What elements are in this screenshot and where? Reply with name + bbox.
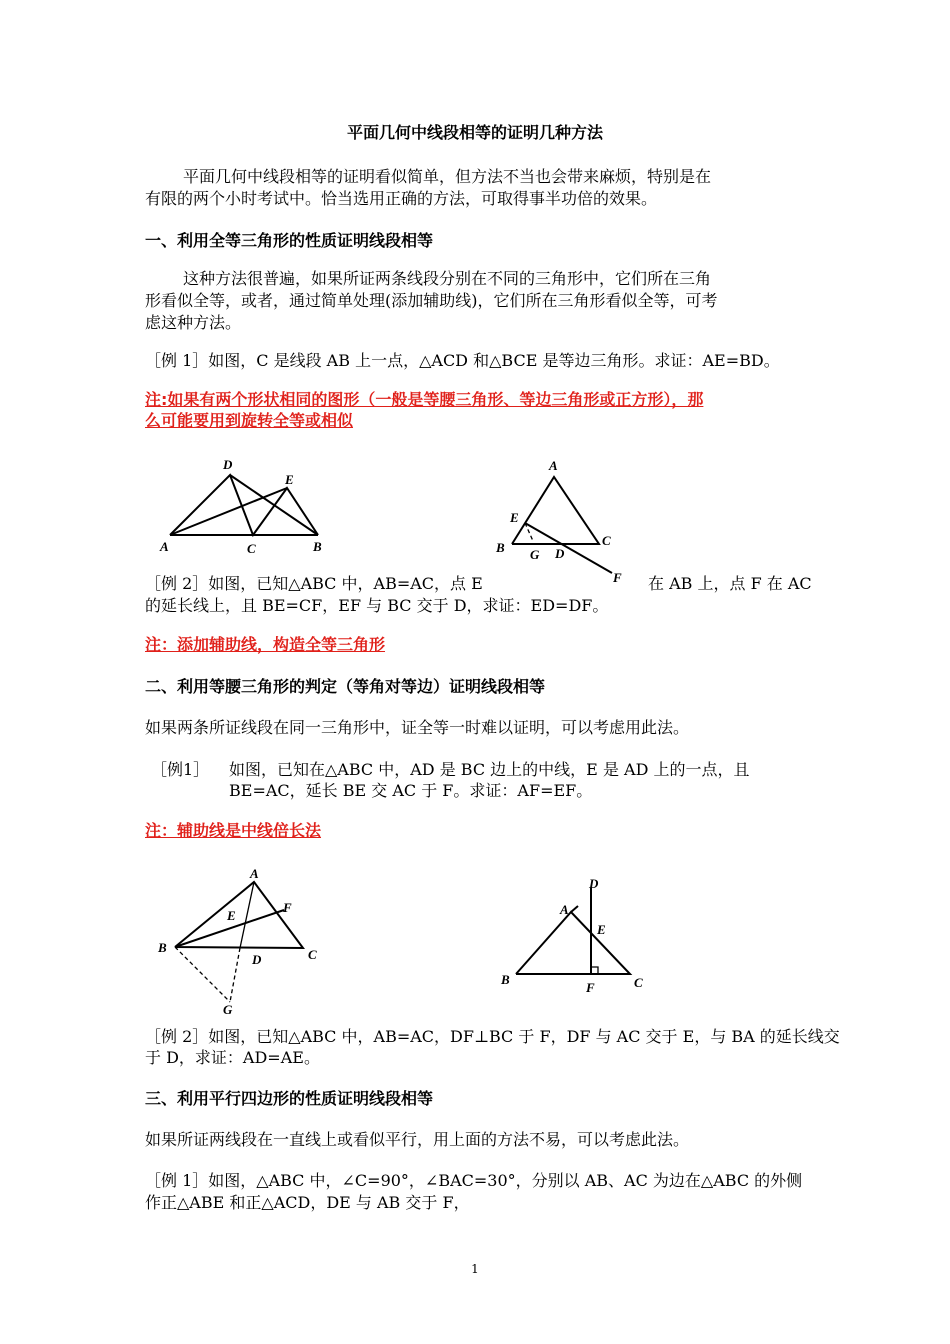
fig2-label-C: C <box>602 533 611 548</box>
fig1-label-E: E <box>285 472 294 487</box>
section-1-note-1-line-1: 注:如果有两个形状相同的图形（一般是等腰三角形、等边三角形或正方形），那 <box>145 390 704 409</box>
section-1-para-2: 形看似全等，或者，通过简单处理(添加辅助线)，它们所在三角形看似全等，可考 <box>145 291 718 310</box>
section-2-example-2-line-2: 于 D，求证：AD=AE。 <box>145 1048 320 1067</box>
fig1-label-A: A <box>160 539 169 554</box>
fig2-label-B: B <box>496 540 505 555</box>
fig3-label-A: A <box>250 866 259 881</box>
intro-line-1: 平面几何中线段相等的证明看似简单，但方法不当也会带来麻烦，特别是在 <box>183 167 712 186</box>
fig3-label-B: B <box>158 940 167 955</box>
section-2-example-1-line-1: 如图，已知在△ABC 中，AD 是 BC 边上的中线，E 是 AD 上的一点，且 <box>229 760 750 779</box>
fig1-label-C: C <box>247 541 256 556</box>
section-1-example-2-line-2: 的延长线上，且 BE=CF，EF 与 BC 交于 D，求证：ED=DF。 <box>145 596 609 615</box>
section-1-example-2-part-1: ［例 2］如图，已知△ABC 中，AB=AC，点 E <box>145 574 483 593</box>
section-2-example-2-line-1: ［例 2］如图，已知△ABC 中，AB=AC，DF⊥BC 于 F，DF 与 AC 交于 E，与 BA 的延长线交 <box>145 1027 840 1046</box>
section-2-para: 如果两条所证线段在同一三角形中，证全等一时难以证明，可以考虑用此法。 <box>145 718 690 737</box>
section-3-example-1-line-2: 作正△ABE 和正△ACD，DE 与 AB 交于 F， <box>145 1193 470 1212</box>
section-3-para: 如果所证两线段在一直线上或看似平行，用上面的方法不易，可以考虑此法。 <box>145 1130 690 1149</box>
fig4-label-D: D <box>589 876 599 891</box>
figure-4-diagram <box>498 872 658 997</box>
section-2-example-1-label: ［例1］ <box>151 760 210 779</box>
figure-2-diagram <box>492 455 632 585</box>
fig2-label-D: D <box>555 546 565 561</box>
section-1-heading: 一、利用全等三角形的性质证明线段相等 <box>145 231 434 250</box>
fig4-label-E: E <box>597 922 606 937</box>
fig2-label-F: F <box>613 570 622 585</box>
fig3-label-E: E <box>227 908 236 923</box>
section-2-note: 注：辅助线是中线倍长法 <box>145 821 322 840</box>
section-2-example-1-line-2: BE=AC，延长 BE 交 AC 于 F。求证：AF=EF。 <box>229 781 593 800</box>
intro-line-2: 有限的两个小时考试中。恰当选用正确的方法，可取得事半功倍的效果。 <box>145 189 658 208</box>
section-1-note-1-line-2: 么可能要用到旋转全等或相似 <box>145 411 354 430</box>
section-2-heading: 二、利用等腰三角形的判定（等角对等边）证明线段相等 <box>145 677 546 696</box>
fig4-label-C: C <box>634 975 643 990</box>
fig4-label-B: B <box>501 972 510 987</box>
figure-1-diagram <box>155 455 335 555</box>
section-1-note-2: 注：添加辅助线，构造全等三角形 <box>145 635 386 654</box>
figure-3-diagram <box>150 862 340 1017</box>
fig2-label-A: A <box>549 458 558 473</box>
fig4-label-F: F <box>586 980 595 995</box>
fig3-label-C: C <box>308 947 317 962</box>
page-title: 平面几何中线段相等的证明几种方法 <box>346 123 603 142</box>
page-number: 1 <box>471 1262 479 1276</box>
fig3-label-G: G <box>223 1002 233 1017</box>
section-1-example-1: ［例 1］如图，C 是线段 AB 上一点，△ACD 和△BCE 是等边三角形。求证：AE=BD。 <box>145 351 780 370</box>
fig3-label-F: F <box>283 900 292 915</box>
fig2-label-E: E <box>510 510 519 525</box>
section-1-example-2-part-2: 在 AB 上，点 F 在 AC <box>648 574 812 593</box>
section-3-example-1-line-1: ［例 1］如图，△ABC 中，∠C=90°，∠BAC=30°，分别以 AB、AC 为边在△ABC 的外侧 <box>145 1171 803 1190</box>
fig1-label-B: B <box>313 539 322 554</box>
section-1-para-1: 这种方法很普遍，如果所证两条线段分别在不同的三角形中，它们所在三角 <box>183 269 712 288</box>
fig3-label-D: D <box>252 952 262 967</box>
section-1-para-3: 虑这种方法。 <box>145 313 242 332</box>
section-3-heading: 三、利用平行四边形的性质证明线段相等 <box>145 1089 434 1108</box>
fig2-label-G: G <box>530 547 540 562</box>
fig1-label-D: D <box>223 457 233 472</box>
fig4-label-A: A <box>560 902 569 917</box>
